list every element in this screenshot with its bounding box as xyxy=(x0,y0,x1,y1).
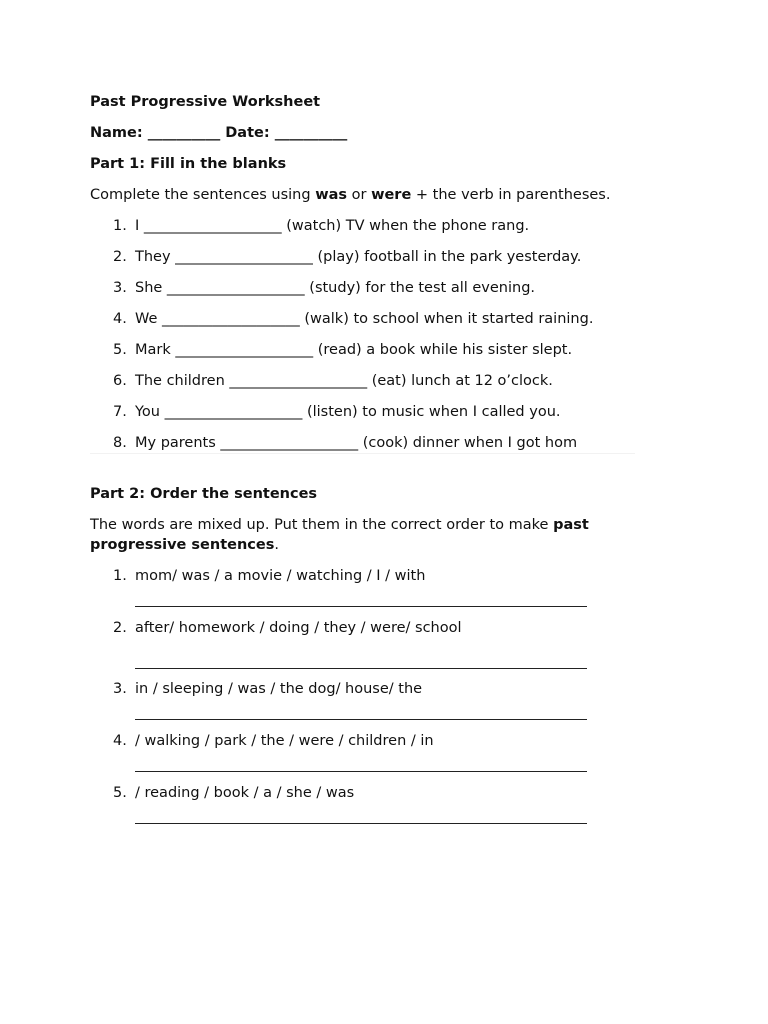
part2-heading: Part 2: Order the sentences xyxy=(90,486,318,502)
scrambled-words: / reading / book / a / she / was xyxy=(135,785,355,801)
part2-item xyxy=(90,618,650,669)
worksheet-page xyxy=(90,92,650,824)
item-number: 1. xyxy=(113,218,127,234)
scrambled-words: after/ homework / doing / they / were/ school xyxy=(135,620,462,636)
part2-instruction-bold: past progressive sentences xyxy=(90,517,589,553)
item-sentence: The children ___________________ (eat) lunch at 12 o’clock. xyxy=(135,373,553,389)
item-sentence: You ___________________ (listen) to music when I called you. xyxy=(135,404,561,420)
item-number: 2. xyxy=(113,249,127,265)
item-number: 4. xyxy=(113,733,127,749)
item-number: 8. xyxy=(113,435,127,451)
part2-instruction-end: . xyxy=(274,537,279,553)
item-number: 3. xyxy=(113,280,127,296)
name-date-line: Name: __________ Date: __________ xyxy=(90,125,348,141)
item-number: 1. xyxy=(113,568,127,584)
part2-instruction xyxy=(90,515,650,555)
item-number: 4. xyxy=(113,311,127,327)
part2-item xyxy=(90,783,650,824)
scrambled-words: / walking / park / the / were / children / in xyxy=(135,733,434,749)
item-sentence: She ___________________ (study) for the test all evening. xyxy=(135,280,536,296)
part1-item xyxy=(90,340,650,360)
part1-list xyxy=(90,216,650,454)
part1-item xyxy=(90,216,650,236)
part1-heading: Part 1: Fill in the blanks xyxy=(90,156,287,172)
answer-line xyxy=(135,606,587,607)
scrambled-words: mom/ was / a movie / watching / I / with xyxy=(135,568,426,584)
part1-item xyxy=(90,371,650,391)
part1-instruction-end: + the verb in parentheses. xyxy=(411,187,611,203)
part2-item xyxy=(90,731,650,772)
part1-instruction-start: Complete the sentences using xyxy=(90,187,316,203)
item-number: 6. xyxy=(113,373,127,389)
part1-instruction-middle: or xyxy=(347,187,372,203)
answer-line xyxy=(135,719,587,720)
part1-item xyxy=(90,309,650,329)
item-sentence: I ___________________ (watch) TV when the phone rang. xyxy=(135,218,530,234)
item-sentence: Mark ___________________ (read) a book while his sister slept. xyxy=(135,342,573,358)
item-sentence: My parents ___________________ (cook) dinner when I got hom xyxy=(135,435,578,451)
item-number: 7. xyxy=(113,404,127,420)
part2-item xyxy=(90,566,650,607)
part1-item xyxy=(90,433,635,454)
scrambled-words: in / sleeping / was / the dog/ house/ the xyxy=(135,681,423,697)
item-number: 5. xyxy=(113,342,127,358)
answer-line xyxy=(135,823,587,824)
answer-line xyxy=(135,668,587,669)
item-number: 2. xyxy=(113,620,127,636)
part1-instruction-was: was xyxy=(315,187,348,203)
part1-instruction xyxy=(90,185,650,205)
item-number: 5. xyxy=(113,785,127,801)
worksheet-title: Past Progressive Worksheet xyxy=(90,94,321,110)
part1-item xyxy=(90,247,650,267)
item-sentence: They ___________________ (play) football in the park yesterday. xyxy=(135,249,582,265)
part1-instruction-were: were xyxy=(371,187,412,203)
answer-line xyxy=(135,771,587,772)
part2-instruction-start: The words are mixed up. Put them in the correct order to make xyxy=(90,517,554,533)
item-number: 3. xyxy=(113,681,127,697)
part2-item xyxy=(90,679,650,720)
item-sentence: We ___________________ (walk) to school when it started raining. xyxy=(135,311,594,327)
part1-item xyxy=(90,278,650,298)
part2-list xyxy=(90,566,650,824)
part1-item xyxy=(90,402,650,422)
